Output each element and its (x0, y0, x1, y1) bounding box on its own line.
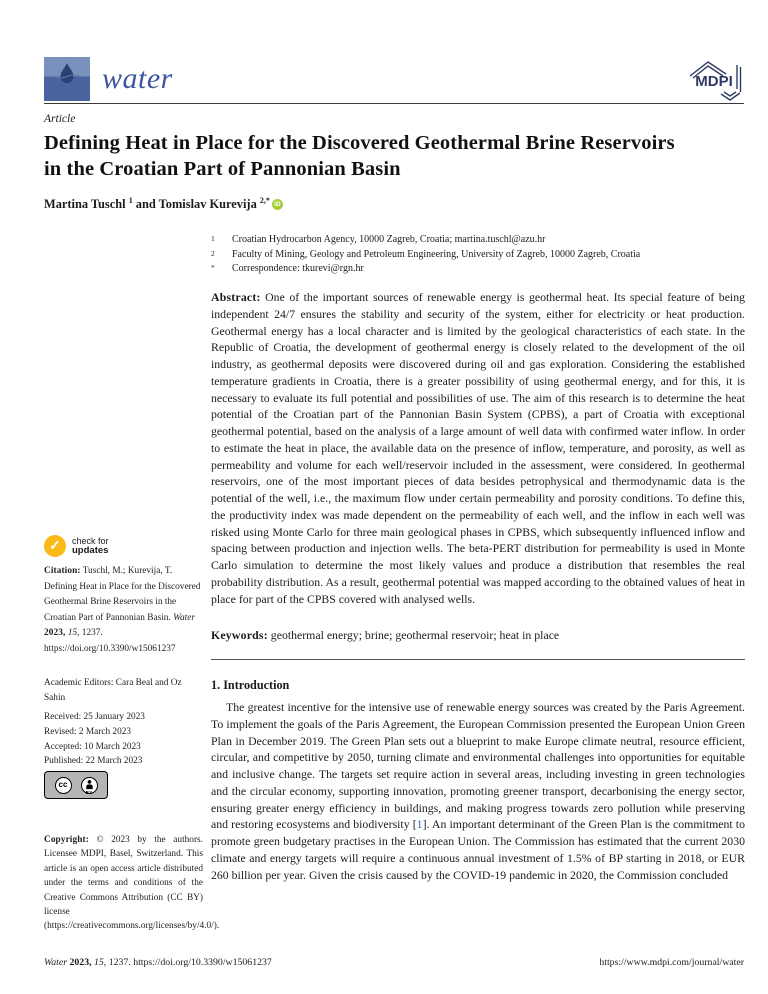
correspondence-text[interactable]: Correspondence: tkurevi@rgn.hr (232, 263, 364, 275)
intro-text-part2: ]. An important determinant of the Green Plan is the commitment to promote green budgetary practises in the European Union. The Commission has estimated that the current 2030 climate and energy targets will require a continuous annual investment of 1.5% of BP starting in 2018, or EUR 260 billion per year. Given the crisis caused by the COVID-19 pandemic in 2020, the Commission concluded (211, 817, 745, 882)
mdpi-logo[interactable] (688, 58, 744, 107)
section-heading-introduction: 1. Introduction (211, 678, 290, 692)
citation-text: Tuschl, M.; Kurevija, T. Defining Heat in Place for the Discovered Geothermal Brine Reservoirs in the Croatian Part of Pannonian Basin. (44, 566, 201, 623)
article-dates-block (44, 710, 203, 769)
author-1: Martina Tuschl (44, 197, 126, 212)
water-drop-icon (44, 57, 90, 101)
editors-names: Cara Beal and Oz Sahin (44, 678, 182, 703)
footer-journal-url[interactable]: https://www.mdpi.com/journal/water (599, 957, 744, 968)
intro-text-part1: The greatest incentive for the intensive use of renewable energy sources was created by the Paris Agreement. To implement the goals of the Paris Agreement, the European Commission presented the European Union Green Plan in December 2019. The Green Plan sets out a blueprint to make Europe climate neutral, resource efficient, circular, and competitive by 2050, turning climate and environmental challenges into opportunities for equitable and inclusive change. The targets set require action in several areas, including investing in green technologies and the circular economy, supporting innovation, promoting greener transport, decarbonising the energy sector, ensuring greater energy efficiency in buildings, and making progress towards zero pollution while preserving and restoring ecosystems and biodiversity [ (211, 700, 745, 832)
check-for-updates-badge[interactable] (44, 535, 109, 557)
citation-journal: Water (173, 612, 195, 623)
copyright-text: © 2023 by the authors. Licensee MDPI, Basel, Switzerland. This article is an open access article distributed under the terms and conditions of the Creative Commons Attribution (CC BY) license (https://creativecommons.org/licenses/by/4.0/). (44, 835, 220, 932)
cc-by-label: BY (85, 790, 93, 795)
section-divider (211, 659, 745, 660)
citation-block (44, 564, 203, 658)
abstract-text: One of the important sources of renewable energy is geothermal heat. Its special feature of being independent 24/7 ensures the stability and security of the system, either for electricity or heat production. Geothermal energy has a local character and is limited by the geological characteristics of each state. In the Republic of Croatia, the development of geothermal energy is closely related to the development of the oil industry, as geothermal deposits were discovered during oil and gas exploration. Considering the established temperature gradients in Croatia, there is a greater possibility of using geothermal energy, and for this, it is necessary to evaluate its full potential and possibilities of use. The aim of this research is to determine the heat potential of the Croatian part of the Pannonian Basin System (CPBS), a part of Croatia with exceptional geothermal potential, based on the analysis of a large amount of well data with confirmed water inflow. In order to estimate the heat in place, the available data on the presence of inflow, temperature, and porosity, as well as permeability and volume for each well/reservoir included in the assessment, were considered. In geothermal reservoirs, one of the most important pieces of data besides petrophysical and thermodynamic data is the potential of the well, i.e., the maximum flow under certain permeability and porosity conditions. To define this, the productivity index was made dependent on the permeability of each well, and the inflow in each well was risked using Monte Carlo for three main geological phases in CPBS, which subsequently influenced inflow and spacing between production and injection wells. The beta-PERT distribution for permeability is used in Monte Carlo simulation to determine the most likely values and produce a distribution that resembles the real probability distribution. As a result, geothermal potential was mapped according to the obtained values of heat in place for part of the CPBS covered with analysed wells. (211, 290, 745, 606)
affiliation-text: Faculty of Mining, Geology and Petroleum Engineering, University of Zagreb, 10000 Zagreb, Croatia (232, 248, 641, 260)
svg-text:MDPI: MDPI (695, 73, 733, 90)
date-revised: Revised: 2 March 2023 (44, 726, 132, 737)
affiliation-item (211, 248, 751, 263)
keywords-text: geothermal energy; brine; geothermal reservoir; heat in place (267, 628, 560, 642)
copyright-label: Copyright: (44, 835, 89, 845)
page-footer (44, 957, 744, 968)
page-title: Defining Heat in Place for the Discovered Geothermal Brine Reservoirs in the Croatian Part of Pannonian Basin (44, 132, 675, 180)
citation-label: Citation: (44, 566, 81, 576)
affiliation-marker: 2 (211, 248, 215, 258)
author-2: Tomislav Kurevija (158, 197, 257, 212)
citation-doi-link[interactable]: https://doi.org/10.3390/w15061237 (44, 643, 176, 654)
mdpi-logo-icon (688, 58, 744, 102)
reference-1-link[interactable]: 1 (416, 817, 423, 832)
author-1-affil-sup: 1 (128, 196, 133, 205)
affiliations-list (211, 233, 751, 277)
author-2-affil-sup: 2,* (259, 196, 270, 205)
journal-logo[interactable] (44, 57, 173, 101)
keywords-label: Keywords: (211, 628, 268, 642)
footer-year: 2023, (67, 957, 94, 968)
cc-person-icon (81, 777, 98, 794)
abstract (211, 289, 745, 607)
cc-by-license-badge[interactable] (44, 771, 108, 799)
keywords (211, 627, 745, 644)
affiliation-item (211, 262, 751, 277)
intro-paragraph (211, 699, 745, 883)
authors-connector: and (132, 197, 159, 212)
citation-pages: , 1237. (77, 628, 103, 639)
footer-pages: , 1237. (103, 957, 134, 968)
footer-journal: Water (44, 957, 68, 968)
affiliation-text[interactable]: Croatian Hydrocarbon Agency, 10000 Zagreb, Croatia; martina.tuschl@azu.hr (232, 234, 546, 245)
academic-editors-block (44, 676, 203, 705)
affiliation-marker: * (211, 263, 215, 273)
citation-year: 2023, (44, 628, 68, 639)
authors-line (44, 196, 283, 212)
check-updates-line1: check for (72, 536, 109, 546)
citation-volume: 15 (67, 628, 78, 639)
article-type-label: Article (44, 113, 76, 125)
abstract-label: Abstract: (211, 290, 261, 304)
orcid-icon[interactable]: iD (272, 199, 283, 210)
journal-name: water (102, 62, 173, 95)
header-divider (44, 103, 744, 104)
date-published: Published: 22 March 2023 (44, 756, 143, 767)
footer-doi-link[interactable]: https://doi.org/10.3390/w15061237 (133, 957, 272, 968)
check-icon: ✓ (44, 535, 66, 557)
copyright-block (44, 833, 220, 934)
cc-icon: cc (55, 777, 72, 794)
affiliation-marker: 1 (211, 234, 215, 243)
footer-volume: 15 (94, 957, 104, 968)
affiliation-item (211, 233, 751, 248)
check-updates-line2: updates (72, 545, 109, 556)
editors-label: Academic Editors: (44, 678, 114, 688)
footer-citation (44, 957, 272, 968)
date-accepted: Accepted: 10 March 2023 (44, 741, 141, 752)
date-received: Received: 25 January 2023 (44, 712, 145, 722)
